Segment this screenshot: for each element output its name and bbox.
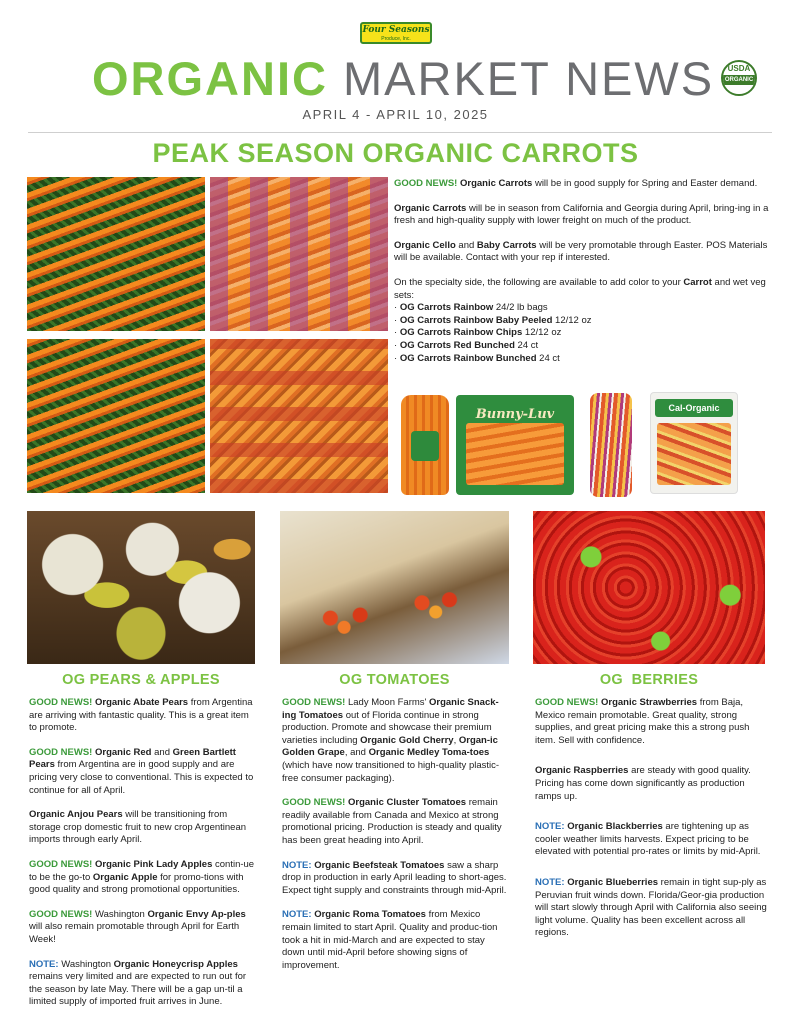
note-label: NOTE: (535, 876, 565, 888)
berries-article (535, 697, 767, 952)
date-range: APRIL 4 - APRIL 10, 2025 (302, 107, 489, 122)
para-text: will be very promotable through Easter. POS Materials will be available. Contact with your rep if interested. (394, 239, 768, 264)
bold-term: Organic Carrots (459, 178, 533, 189)
cal-organic-package (650, 392, 738, 494)
para-text: 24 ct (514, 339, 539, 351)
para-text: will also remain promotable through April for Earth Week! (29, 921, 240, 945)
package-carrots-window (657, 423, 731, 485)
good-news-label: GOOD NEWS! (29, 908, 93, 920)
para-text: out of Florida continue in strong production. Promote and showcase their premium varieties including (282, 709, 492, 746)
four-seasons-logo (360, 22, 432, 44)
para-text: and wet veg sets: (394, 276, 766, 301)
berries-para-2 (535, 765, 767, 803)
note-label: NOTE: (282, 859, 312, 871)
para-text: from Baja, Mexico remain promotable. Great quality, strong supplies, and great pricing make this a strong push item. Sell with confidence. (535, 697, 750, 746)
para-text: from Argentina are arriving with fantastic quality. This is a great item to promote. (29, 697, 253, 734)
pears-para-3 (29, 809, 257, 847)
para-text: will be in good supply for Spring and Easter demand. (532, 178, 758, 189)
bold-term: OG Carrots Rainbow Chips (399, 327, 523, 339)
para-text: contin-ue to be the go-to (29, 858, 255, 883)
carrots-para-3 (394, 240, 772, 265)
carrots-para-4 (394, 277, 772, 302)
para-text: 24 ct (536, 352, 560, 364)
bold-term: OG Carrots Rainbow Baby Peeled (399, 314, 553, 326)
bold-term: Organic Honeycrisp Apples (113, 958, 238, 970)
bold-term: OG Carrots Red Bunched (399, 339, 515, 351)
bold-term: Organic Beefsteak Tomatoes (314, 859, 445, 871)
page-title (92, 52, 715, 105)
title-market-news: MARKET NEWS (343, 52, 715, 105)
good-news-label: GOOD NEWS! (29, 697, 93, 708)
para-text: On the specialty side, the following are available to add color to your (394, 276, 684, 288)
tomatoes-para-1 (282, 697, 510, 785)
para-text: are tightening up as cooler weather limits harvests. Expect pricing to be elevated with potential pro-rates or limits by mid-April. (535, 821, 761, 858)
bunny-luv-package (456, 395, 574, 495)
bold-term: Organic Abate Pears (94, 697, 189, 708)
list-item: · OG Carrots Red Bunched 24 ct (394, 339, 539, 351)
package-label-icon (411, 431, 439, 461)
para-text: saw a sharp drop in production in early April leading to short-ages. Expect tight supply and constraints through mid-April. (282, 859, 507, 896)
para-text: remains very limited and are expected to run out for the season by late May. There will be a gap un-til a limited supply of imported fruit arrives in June. (29, 971, 247, 1008)
usda-organic-seal-icon (721, 60, 757, 96)
bold-term: Organic Medley Toma-toes (368, 747, 490, 759)
bold-term: Organic Blueberries (567, 876, 659, 888)
carrot-photo-bags (210, 177, 388, 331)
bold-term: OG Carrots Rainbow Bunched (399, 352, 537, 364)
good-news-label: GOOD NEWS! (282, 797, 346, 809)
pears-article (29, 697, 257, 1021)
tomatoes-para-4 (282, 909, 510, 972)
bold-term: Organic Pink Lady Apples (94, 858, 213, 870)
para-text: (which have now transitioned to high-quality plastic-free consumer packaging). (282, 759, 500, 784)
note-label: NOTE: (282, 909, 312, 921)
rainbow-carrot-bag-package (590, 393, 632, 497)
carrot-photo-bunched (27, 339, 205, 493)
berries-para-1 (535, 697, 767, 747)
pears-para-1 (29, 697, 257, 735)
para-text: are steady with good quality. Pricing has come down significantly as production ramps up. (535, 765, 751, 802)
note-label: NOTE: (29, 958, 59, 970)
para-text: 12/12 oz (552, 314, 592, 326)
bold-term: Carrot (683, 276, 712, 288)
pears-para-5 (29, 909, 257, 947)
usda-seal-bottom: ORGANIC (724, 77, 754, 83)
bold-term: Organic Carrots (394, 202, 467, 214)
para-text: , and (344, 747, 369, 759)
carrot-photo-box (210, 339, 388, 493)
berries-para-4 (535, 877, 767, 940)
para-text: will be in season from California and Georgia during April, bring-ing in a fresh and high-quality supply with lower freight on much of the product. (394, 202, 769, 227)
para-text: 24/2 lb bags (493, 302, 548, 314)
bold-term: Organic Apple (92, 871, 158, 883)
tomatoes-section-title: OG TOMATOES (339, 672, 450, 688)
good-news-label: GOOD NEWS! (29, 746, 93, 758)
carrots-para-1 (394, 178, 772, 191)
para-text: and (455, 239, 477, 251)
logo-subtext: Produce, Inc. (381, 36, 411, 42)
carrots-para-2 (394, 203, 772, 228)
pears-para-4 (29, 859, 257, 897)
logo-text: Four Seasons (362, 25, 430, 35)
tomatoes-para-2 (282, 797, 510, 847)
bold-term: Organic Blackberries (567, 821, 663, 833)
bold-term: Organic Red (94, 746, 152, 758)
list-item: · OG Carrots Rainbow Chips 12/12 oz (394, 327, 562, 339)
para-text: , (453, 734, 459, 746)
carrots-article (394, 178, 772, 365)
pears-para-6 (29, 959, 257, 1009)
good-news-label: GOOD NEWS! (282, 697, 346, 708)
cal-organic-logo: Cal-Organic (655, 399, 733, 417)
good-news-label: GOOD NEWS! (29, 858, 93, 870)
para-text: for promo-tions with good quality and strong promotional opportunities. (29, 871, 244, 896)
good-news-label: GOOD NEWS! (394, 178, 458, 189)
berries-section-title: OG BERRIES (599, 672, 699, 688)
tomatoes-article (282, 697, 510, 984)
bold-term: Organ-ic Golden Grape (282, 734, 498, 759)
berries-photo (533, 511, 765, 664)
usda-seal-base (723, 85, 755, 95)
para-text: will be transitioning from storage crop domestic fruit to new crop Argentinean imports through early April. (29, 809, 247, 846)
list-item: · OG Carrots Rainbow 24/2 lb bags (394, 302, 548, 314)
para-text: from Mexico remain limited to start April. Quality and produc-tion took a hit in mid-March and are expected to stay down until mid-April before showing signs of improvement. (282, 909, 498, 971)
headline: PEAK SEASON ORGANIC CARROTS (152, 138, 639, 168)
bold-term: Organic Cluster Tomatoes (347, 797, 467, 809)
pears-section-title: OG PEARS & APPLES (62, 672, 220, 688)
bold-term: Organic Snack-ing Tomatoes (282, 697, 499, 721)
bold-term: Green Bartlett Pears (29, 746, 236, 771)
bold-term: OG Carrots Rainbow (399, 302, 494, 314)
para-text: from Argentina are in good supply and are pricing very close to conventional. This is expected to continue for all of April. (29, 759, 254, 796)
para-text: Washington (92, 908, 148, 920)
header-divider (28, 132, 772, 133)
para-text: Washington (58, 958, 114, 970)
list-item: · OG Carrots Rainbow Baby Peeled 12/12 oz (394, 314, 592, 326)
bold-term: Organic Strawberries (600, 697, 698, 708)
package-carrots-window (466, 423, 564, 485)
para-text: and (151, 746, 173, 758)
para-text: Lady Moon Farms' (345, 697, 429, 708)
tomatoes-photo (280, 511, 509, 664)
bold-term: Organic Cello (394, 239, 456, 251)
title-organic: ORGANIC (92, 52, 328, 105)
para-text: 12/12 oz (522, 327, 562, 339)
berries-para-3 (535, 821, 767, 859)
pears-photo (27, 511, 255, 664)
bold-term: Organic Gold Cherry (360, 734, 454, 746)
pears-para-2 (29, 747, 257, 797)
bold-term: Organic Raspberries (535, 765, 629, 777)
bold-term: Organic Envy Ap-ples (147, 908, 246, 920)
bold-term: Organic Anjou Pears (29, 809, 123, 821)
para-text: remain readily available from Canada and Mexico at strong promotional pricing. Production is steady and quality has been great heading into April. (282, 797, 502, 846)
carrots-specialty-list (394, 302, 772, 365)
bold-term: Baby Carrots (476, 239, 537, 251)
para-text: remain in tight sup-ply as Peruvian fruit winds down. Florida/Geor-gia production will start slowly through April with California also seeing light volume. Quality has been excellent across all regions. (535, 876, 767, 939)
good-news-label: GOOD NEWS! (535, 697, 599, 708)
note-label: NOTE: (535, 821, 565, 833)
carrot-bag-package (401, 395, 449, 495)
list-item: · OG Carrots Rainbow Bunched 24 ct (394, 352, 560, 364)
tomatoes-para-3 (282, 860, 510, 898)
bunny-luv-logo: Bunny-Luv (475, 407, 555, 422)
usda-seal-top: USDA (727, 64, 751, 73)
bold-term: Organic Roma Tomatoes (314, 909, 426, 921)
carrot-photo-rainbow-bunch (27, 177, 205, 331)
